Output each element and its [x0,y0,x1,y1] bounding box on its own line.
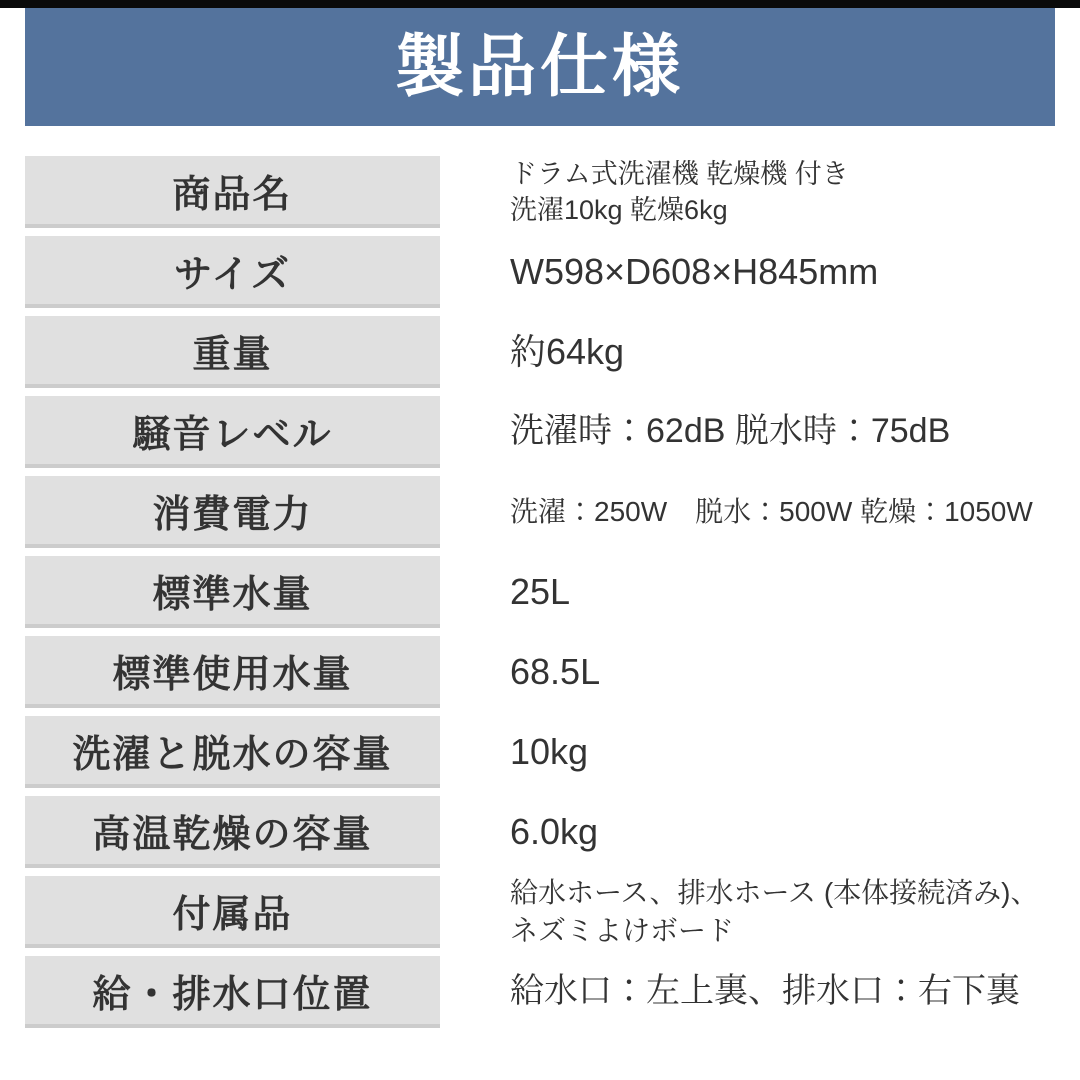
spec-value-line: 68.5L [510,650,601,692]
spec-label: 商品名 [25,156,440,228]
spec-label: 消費電力 [25,476,440,548]
spec-row [25,476,1055,548]
header-band [25,8,1055,126]
spec-row [25,796,1055,868]
spec-value-line: 洗濯時：62dB 脱水時：75dB [510,412,951,451]
spec-label: 標準使用水量 [25,636,440,708]
spec-value [510,636,600,708]
spec-value-line: 給水口：左上裏、排水口：右下裏 [510,972,1020,1011]
spec-value [510,156,849,228]
spec-value-line: 約64kg [510,330,625,372]
spec-row [25,396,1055,468]
spec-row [25,956,1055,1028]
spec-value [510,236,878,308]
spec-row [25,716,1055,788]
spec-value-line: ドラム式洗濯機 乾燥機 付き [510,158,849,189]
spec-row [25,156,1055,228]
spec-label: 騒音レベル [25,396,440,468]
spec-value-line: 6.0kg [510,810,599,852]
spec-value [510,876,1038,948]
spec-value [510,716,588,788]
spec-row [25,316,1055,388]
spec-table [25,156,1055,1036]
spec-value [510,396,950,468]
spec-value [510,956,1020,1028]
spec-row [25,636,1055,708]
spec-value-line: 給水ホース、排水ホース (本体接続済み)、 [510,877,1039,909]
spec-label: 付属品 [25,876,440,948]
spec-value-line: W598×D608×H845mm [510,250,879,292]
spec-label: サイズ [25,236,440,308]
spec-label: 給・排水口位置 [25,956,440,1028]
spec-value [510,556,570,628]
spec-row [25,236,1055,308]
spec-label: 高温乾燥の容量 [25,796,440,868]
spec-label: 重量 [25,316,440,388]
spec-row [25,556,1055,628]
spec-value-line: ネズミよけボード [510,915,735,946]
top-black-bar [0,0,1080,8]
spec-value-line: 10kg [510,730,589,772]
spec-value-line: 25L [510,570,571,612]
spec-value [510,476,1033,548]
spec-label: 標準水量 [25,556,440,628]
page-title: 製品仕様 [395,29,684,105]
spec-value [510,796,598,868]
spec-value-line: 洗濯10kg 乾燥6kg [510,195,728,225]
spec-label: 洗濯と脱水の容量 [25,716,440,788]
spec-value [510,316,624,388]
spec-row [25,876,1055,948]
spec-value-line: 洗濯：250W 脱水：500W 乾燥：1050W [510,496,1033,528]
